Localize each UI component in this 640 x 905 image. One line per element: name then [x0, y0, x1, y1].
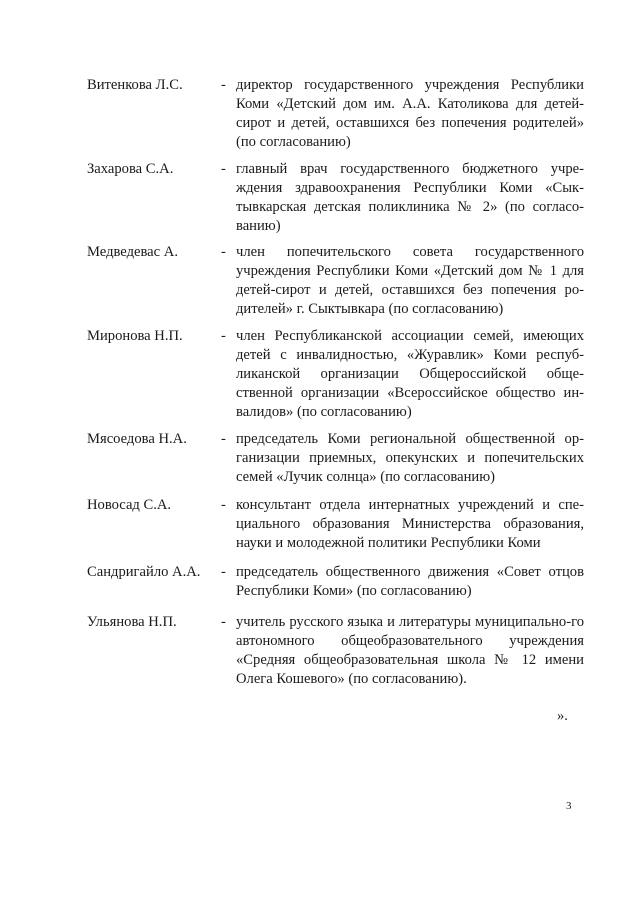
page-number: 3 [566, 800, 572, 812]
closing-quote-mark: ». [557, 708, 568, 724]
member-dash: - [221, 244, 226, 260]
member-description: консультант отдела интернатных учреждений и спе-циального образования Министерства образования, науки и молодежной политики Республики Коми [236, 497, 584, 551]
member-dash: - [221, 614, 226, 630]
member-name: Захарова С.А. [87, 161, 174, 177]
member-description: член попечительского совета государственного учреждения Республики Коми «Детский дом № 1 для детей-сирот и детей, оставшихся без попечения ро-дителей» г. Сыктывкара (по согласованию) [236, 244, 584, 317]
member-dash: - [221, 77, 226, 93]
member-name: Новосад С.А. [87, 497, 172, 513]
member-name: Мясоедова Н.А. [87, 431, 187, 447]
member-dash: - [221, 431, 226, 447]
member-description: директор государственного учреждения Республики Коми «Детский дом им. А.А. Католикова для детей-сирот и детей, оставшихся без попечения родителей» (по согласованию) [236, 77, 584, 150]
member-description: главный врач государственного бюджетного учре-ждения здравоохранения Республики Коми «Сык-тывкарская детская поликлиника № 2» (по согласо-ванию) [236, 161, 584, 234]
member-dash: - [221, 497, 226, 513]
member-dash: - [221, 564, 226, 580]
member-dash: - [221, 328, 226, 344]
member-name: Витенкова Л.С. [87, 77, 183, 93]
member-name: Сандригайло А.А. [87, 564, 201, 580]
member-description: член Республиканской ассоциации семей, имеющих детей с инвалидностью, «Журавлик» Коми респуб-ликанской организации Общероссийской обще-ственной организации «Всероссийское общество ин-валидов» (по согласованию) [236, 328, 584, 420]
member-description: учитель русского языка и литературы муниципально-го автономного общеобразовательного учреждения «Средняя общеобразовательная школа № 12 имени Олега Кошевого» (по согласованию). [236, 614, 584, 687]
member-name: Ульянова Н.П. [87, 614, 177, 630]
member-name: Медведевас А. [87, 244, 178, 260]
member-description: председатель общественного движения «Совет отцов Республики Коми» (по согласованию) [236, 564, 584, 599]
member-description: председатель Коми региональной общественной ор-ганизации приемных, опекунских и попечительских семей «Лучик солнца» (по согласованию) [236, 431, 584, 485]
member-dash: - [221, 161, 226, 177]
member-name: Миронова Н.П. [87, 328, 183, 344]
